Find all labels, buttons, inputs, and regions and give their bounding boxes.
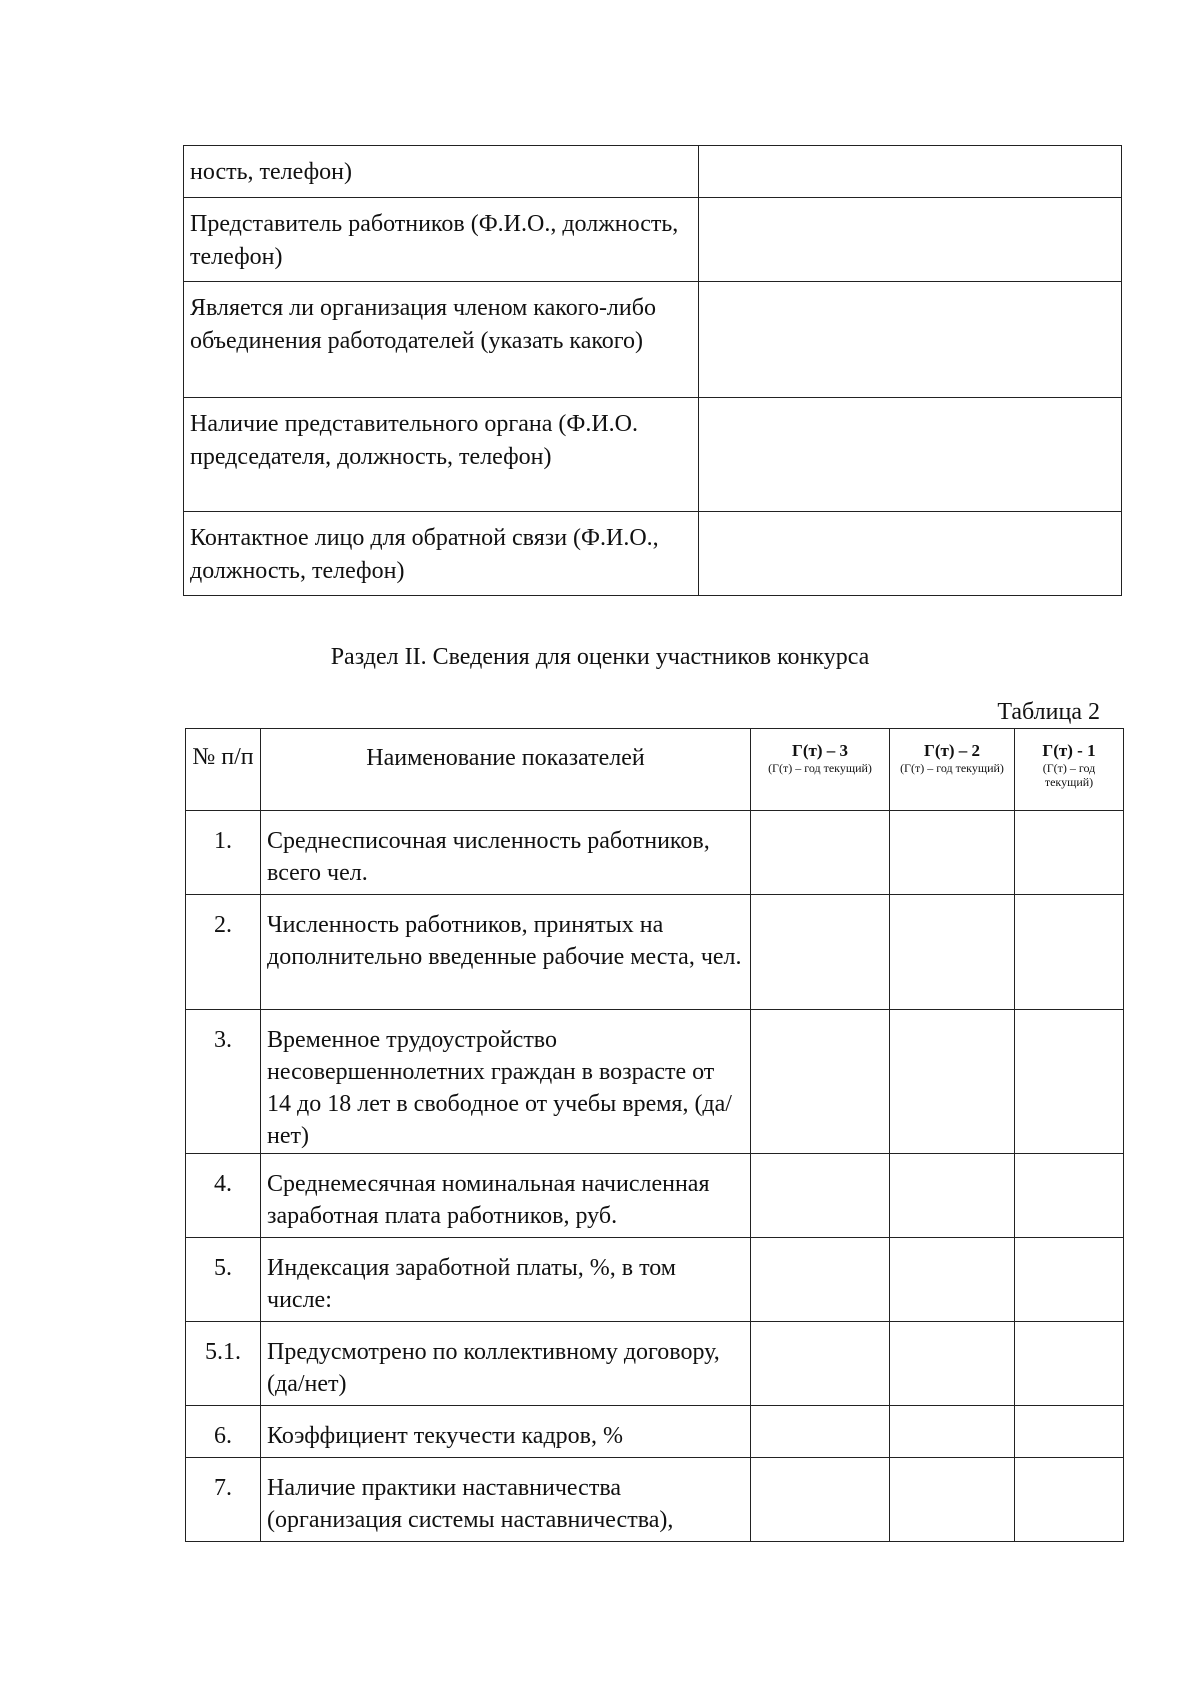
- row-indicator: Индексация заработной платы, %, в том числе:: [261, 1238, 751, 1322]
- section-title: Раздел II. Сведения для оценки участников конкурса: [330, 644, 870, 670]
- value-cell: [890, 811, 1015, 895]
- table1-value: [699, 398, 1122, 512]
- table1-value: [699, 198, 1122, 282]
- row-number: 4.: [186, 1154, 261, 1238]
- value-cell: [1015, 811, 1124, 895]
- table1-label: Контактное лицо для обратной связи (Ф.И.О., должность, телефон): [184, 512, 699, 596]
- row-indicator: Временное трудоустройство несовершеннолетних граждан в возрасте от 14 до 18 лет в свободное от учебы время, (да/нет): [261, 1010, 751, 1154]
- value-cell: [1015, 1154, 1124, 1238]
- value-cell: [890, 1458, 1015, 1542]
- value-cell: [751, 1238, 890, 1322]
- header-year-note: (Г(т) – год текущий): [768, 761, 872, 775]
- row-number: 6.: [186, 1406, 261, 1458]
- table1-value: [699, 146, 1122, 198]
- value-cell: [751, 1322, 890, 1406]
- value-cell: [890, 1010, 1015, 1154]
- header-year-label: Г(т) – 2: [924, 741, 980, 760]
- table-row: [186, 895, 1124, 1010]
- header-year-label: Г(т) – 3: [792, 741, 848, 760]
- value-cell: [751, 1154, 890, 1238]
- header-year-note: (Г(т) – год текущий): [1042, 761, 1096, 789]
- row-indicator: Среднемесячная номинальная начисленная заработная плата работников, руб.: [261, 1154, 751, 1238]
- row-number: 1.: [186, 811, 261, 895]
- organization-info-table: [183, 145, 1122, 596]
- table-row: [186, 811, 1124, 895]
- value-cell: [1015, 1238, 1124, 1322]
- row-number: 3.: [186, 1010, 261, 1154]
- value-cell: [1015, 1406, 1124, 1458]
- value-cell: [751, 1010, 890, 1154]
- table-row: [186, 1154, 1124, 1238]
- table1-label: Является ли организация членом какого-либо объединения работодателей (указать какого): [184, 282, 699, 398]
- table-caption: Таблица 2: [997, 699, 1100, 725]
- value-cell: [890, 895, 1015, 1010]
- table-row: [186, 1406, 1124, 1458]
- value-cell: [751, 1406, 890, 1458]
- row-number: 5.: [186, 1238, 261, 1322]
- value-cell: [1015, 1010, 1124, 1154]
- row-indicator: Среднесписочная численность работников, всего чел.: [261, 811, 751, 895]
- table-row: [186, 1238, 1124, 1322]
- header-year-note: (Г(т) – год текущий): [900, 761, 1004, 775]
- value-cell: [890, 1154, 1015, 1238]
- value-cell: [751, 811, 890, 895]
- table1-row: [184, 198, 1122, 282]
- header-year-t1: [1015, 729, 1124, 811]
- indicators-table: [185, 728, 1124, 1542]
- table1-label: Представитель работников (Ф.И.О., должность, телефон): [184, 198, 699, 282]
- header-year-t2: [890, 729, 1015, 811]
- table1-value: [699, 512, 1122, 596]
- value-cell: [890, 1406, 1015, 1458]
- table1-row: [184, 398, 1122, 512]
- header-year-label: Г(т) - 1: [1042, 741, 1096, 760]
- row-number: 5.1.: [186, 1322, 261, 1406]
- value-cell: [890, 1238, 1015, 1322]
- value-cell: [1015, 895, 1124, 1010]
- value-cell: [1015, 1322, 1124, 1406]
- table1-label: Наличие представительного органа (Ф.И.О. председателя, должность, телефон): [184, 398, 699, 512]
- row-number: 2.: [186, 895, 261, 1010]
- table-row: [186, 1010, 1124, 1154]
- header-year-t3: [751, 729, 890, 811]
- table1-row: [184, 146, 1122, 198]
- value-cell: [751, 1458, 890, 1542]
- table1-row: [184, 512, 1122, 596]
- table1-value: [699, 282, 1122, 398]
- value-cell: [1015, 1458, 1124, 1542]
- table1-row: [184, 282, 1122, 398]
- value-cell: [751, 895, 890, 1010]
- table2-header-row: [186, 729, 1124, 811]
- table-row: [186, 1458, 1124, 1542]
- row-number: 7.: [186, 1458, 261, 1542]
- value-cell: [890, 1322, 1015, 1406]
- table1-label: ность, телефон): [184, 146, 699, 198]
- row-indicator: Численность работников, принятых на дополнительно введенные рабочие места, чел.: [261, 895, 751, 1010]
- row-indicator: Наличие практики наставничества (организация системы наставничества),: [261, 1458, 751, 1542]
- table-row: [186, 1322, 1124, 1406]
- header-number: № п/п: [186, 729, 261, 811]
- row-indicator: Предусмотрено по коллективному договору, (да/нет): [261, 1322, 751, 1406]
- row-indicator: Коэффициент текучести кадров, %: [261, 1406, 751, 1458]
- header-indicator-name: Наименование показателей: [261, 729, 751, 811]
